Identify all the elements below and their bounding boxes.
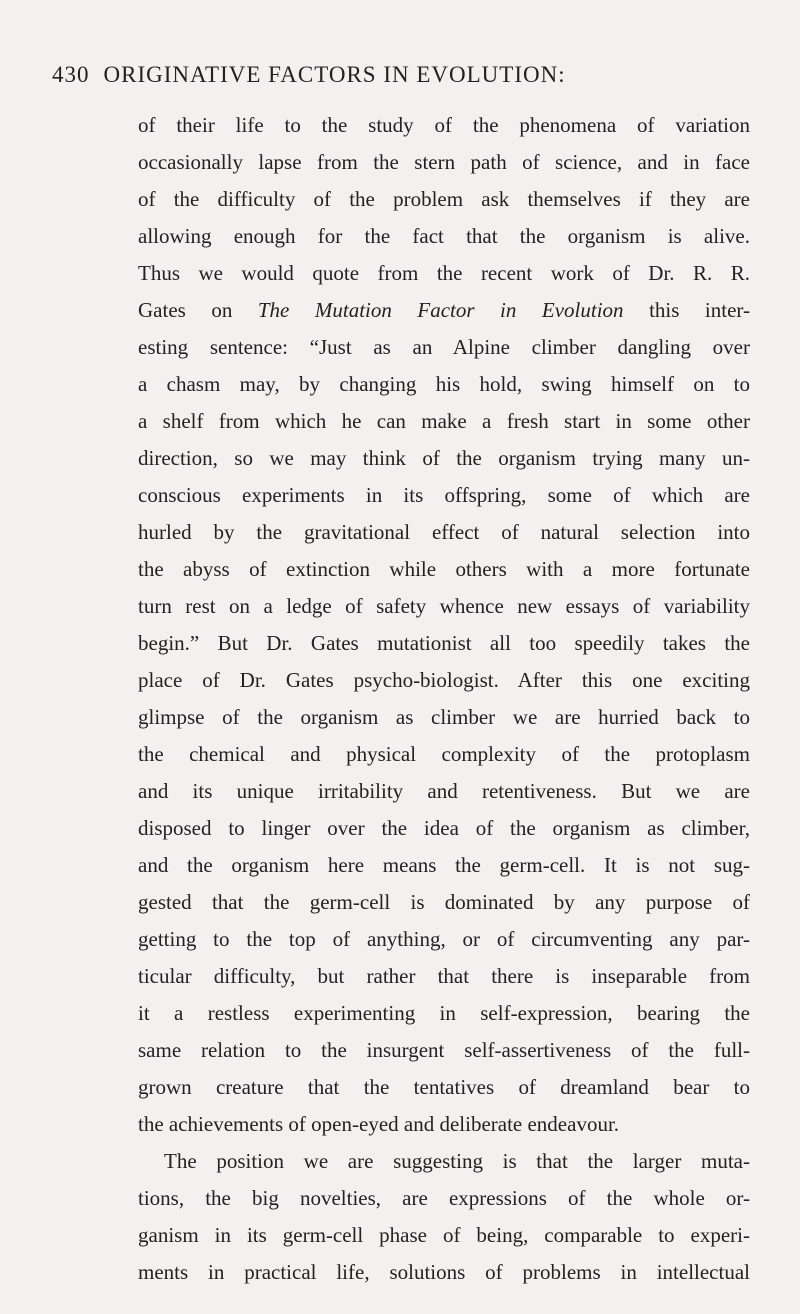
text-line: the abyss of extinction while others with a more fortunate [138, 557, 750, 581]
text-line: same relation to the insurgent self-assertiveness of the full- [138, 1038, 750, 1062]
text-line: of their life to the study of the phenomena of variation [138, 113, 750, 137]
running-title: ORIGINATIVE FACTORS IN EVOLUTION: [103, 62, 566, 87]
text-line-with-title [138, 292, 750, 329]
text-line: a chasm may, by changing his hold, swing himself on to [138, 372, 750, 396]
text-line: the chemical and physical complexity of the protoplasm [138, 742, 750, 766]
running-header [52, 62, 752, 88]
text-line: getting to the top of anything, or of circumventing any par- [138, 927, 750, 951]
page-number: 430 [52, 62, 90, 87]
text-line: The position we are suggesting is that the larger muta- [164, 1149, 750, 1173]
text-line: hurled by the gravitational effect of natural selection into [138, 520, 750, 544]
text-line: disposed to linger over the idea of the organism as climber, [138, 816, 750, 840]
text-line: and the organism here means the germ-cell. It is not sug- [138, 853, 750, 877]
paragraph-1 [138, 107, 750, 1143]
paragraph-2 [138, 1143, 750, 1291]
text-line: a shelf from which he can make a fresh start in some other [138, 409, 750, 433]
text-line: begin.” But Dr. Gates mutationist all too speedily takes the [138, 631, 750, 655]
text-line: grown creature that the tentatives of dreamland bear to [138, 1075, 750, 1099]
text-line: allowing enough for the fact that the organism is alive. [138, 224, 750, 248]
text-line: tions, the big novelties, are expressions of the whole or- [138, 1186, 750, 1210]
text-line: conscious experiments in its offspring, some of which are [138, 483, 750, 507]
text-line: ganism in its germ-cell phase of being, comparable to experi- [138, 1223, 750, 1247]
text-line: ticular difficulty, but rather that there is inseparable from [138, 964, 750, 988]
text-line: Thus we would quote from the recent work of Dr. R. R. [138, 261, 750, 285]
text-fragment: Gates on [138, 298, 258, 322]
text-line: occasionally lapse from the stern path of science, and in face [138, 150, 750, 174]
text-line: direction, so we may think of the organism trying many un- [138, 446, 750, 470]
text-fragment: this inter- [623, 298, 750, 322]
text-line: it a restless experimenting in self-expression, bearing the [138, 1001, 750, 1025]
text-line: ments in practical life, solutions of problems in intellectual [138, 1260, 750, 1284]
text-line: glimpse of the organism as climber we are hurried back to [138, 705, 750, 729]
text-line: esting sentence: “Just as an Alpine climber dangling over [138, 335, 750, 359]
text-line: the achievements of open-eyed and deliberate endeavour. [138, 1112, 620, 1136]
text-line: gested that the germ-cell is dominated by any purpose of [138, 890, 750, 914]
text-line: of the difficulty of the problem ask themselves if they are [138, 187, 750, 211]
text-line: turn rest on a ledge of safety whence new essays of variability [138, 594, 750, 618]
book-title: The Mutation Factor in Evolution [257, 298, 624, 322]
text-line: place of Dr. Gates psycho-biologist. After this one exciting [138, 668, 750, 692]
body-text [138, 107, 750, 1291]
text-line: and its unique irritability and retentiveness. But we are [138, 779, 750, 803]
